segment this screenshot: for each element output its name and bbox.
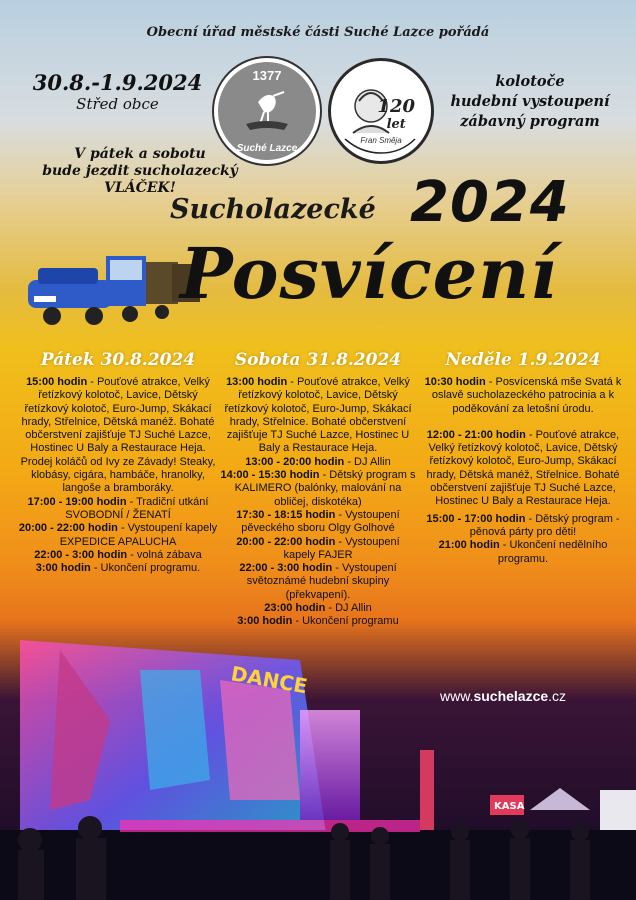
program-entry: 14:00 - 15:30 hodin - Dětský program s KALIMERO (balónky, malování na obličej, diskotéka) [220,469,416,508]
features-list [445,72,615,132]
program-entry: 22:00 - 3:00 hodin - Vystoupení světoznámé hudební skupiny (překvapení). [239,562,397,601]
program-entry: 17:30 - 18:15 hodin - Vystoupení pěveckého sboru Olgy Golhové [236,508,400,535]
program-entry: 17:00 - 19:00 hodin - Tradiční utkání SVOBODNÍ / ŽENATÍ [27,495,209,521]
program-column-friday [16,350,220,575]
writer-age [377,96,415,133]
village-year: 1377 [252,68,282,83]
program-entry: 3:00 hodin - Ukončení programu [237,615,399,628]
title-prefix: Sucholazecké [170,194,376,225]
tourist-train-image [22,230,202,330]
program-entry: 20:00 - 22:00 hodin - Vystoupení kapely FAJER [236,535,400,561]
program-entry: 21:00 hodin - Ukončení nedělního programu. [438,539,608,565]
booth-sign: KASA [494,801,525,812]
writer-signature: Fran Směja [360,136,402,145]
day-heading: Pátek 30.8.2024 [40,350,196,370]
organizer-line: Obecní úřad městské části Suché Lazce pořádá [146,25,490,40]
writer-age-unit: let [386,117,406,132]
village-name: Suché Lazce [236,143,298,154]
program-entry: 22:00 - 3:00 hodin - volná zábava [34,548,202,561]
feature-item: hudební vystoupení [450,93,610,110]
village-emblem-logo [214,58,320,164]
program-entry: 13:00 - 20:00 hodin - DJ Allin [245,455,391,468]
program-column-sunday [422,350,624,566]
program-entry: 15:00 hodin - Pouťové atrakce, Velký řetízkový kolotoč, Lavice, Dětský řetízkový kolotoč, Euro-Jump, Skákací hrady, Střelnice, Dětská manéž. Bohaté občerstvení zajišťuje TJ Suché Lazce, Hostinec U Baly a Restaurace Heja. Prodej koláčů od Ivy ze Závady! Steaky, klobásy, cigára, hambáče, hranolky, langoše a bramboráky. [20,376,216,495]
event-dates: 30.8.-1.9.2024 [32,70,203,95]
program-column-saturday [220,350,416,629]
event-dates-block [30,70,205,113]
day-heading: Neděle 1.9.2024 [445,350,601,370]
train-note-line2: bude jezdit sucholazecký [42,163,238,179]
program-entry: 3:00 hodin - Ukončení programu. [35,562,201,575]
program-entry: 10:30 hodin - Posvícenská mše Svatá k oslavě sucholazeckého patrocinia a k poděkování za letošní úrodu. [424,376,622,415]
fairground-photo [0,600,636,900]
website-link[interactable]: www.suchelazce.cz [440,688,567,704]
train-note-line1: V pátek a sobotu [74,146,206,162]
train-note-line3: VLÁČEK! [104,180,176,196]
program-entry: 20:00 - 22:00 hodin - Vystoupení kapely EXPEDICE APALUCHA [18,522,218,548]
event-location: Střed obce [76,95,159,113]
day-heading: Sobota 31.8.2024 [234,350,402,370]
feature-item: zábavný program [460,113,600,130]
ride-sign: DANCE [229,661,310,699]
title-year: 2024 [410,170,570,235]
writer-anniversary-logo [328,58,434,164]
title-main: Posvícení [180,232,558,315]
program-entry: 13:00 hodin - Pouťové atrakce, Velký řetízkový kolotoč, Lavice, Dětský řetízkový kolotoč, Euro-Jump, Skákací hrady, Střelnice. Bohaté občerstvení zajišťuje TJ Suché Lazce, Hostinec U Baly a Restaurace Heja. [224,376,412,455]
program-entry: 23:00 hodin - DJ Allin [264,602,372,615]
writer-age-number: 120 [377,96,415,117]
feature-item: kolotoče [495,73,565,90]
program-entry: 15:00 - 17:00 hodin - Dětský program - pěnová párty pro děti! [426,512,620,538]
program-entry: 12:00 - 21:00 hodin - Pouťové atrakce, Velký řetízkový kolotoč, Lavice, Dětský řetízkový kolotoč, Euro-Jump, Skákací hrady, Dětská manéž, Střelnice. Bohaté občerstvení zajišťuje TJ Suché Lazce, Hostinec U Baly a Restaurace Heja. [426,428,620,508]
train-note [40,146,240,197]
